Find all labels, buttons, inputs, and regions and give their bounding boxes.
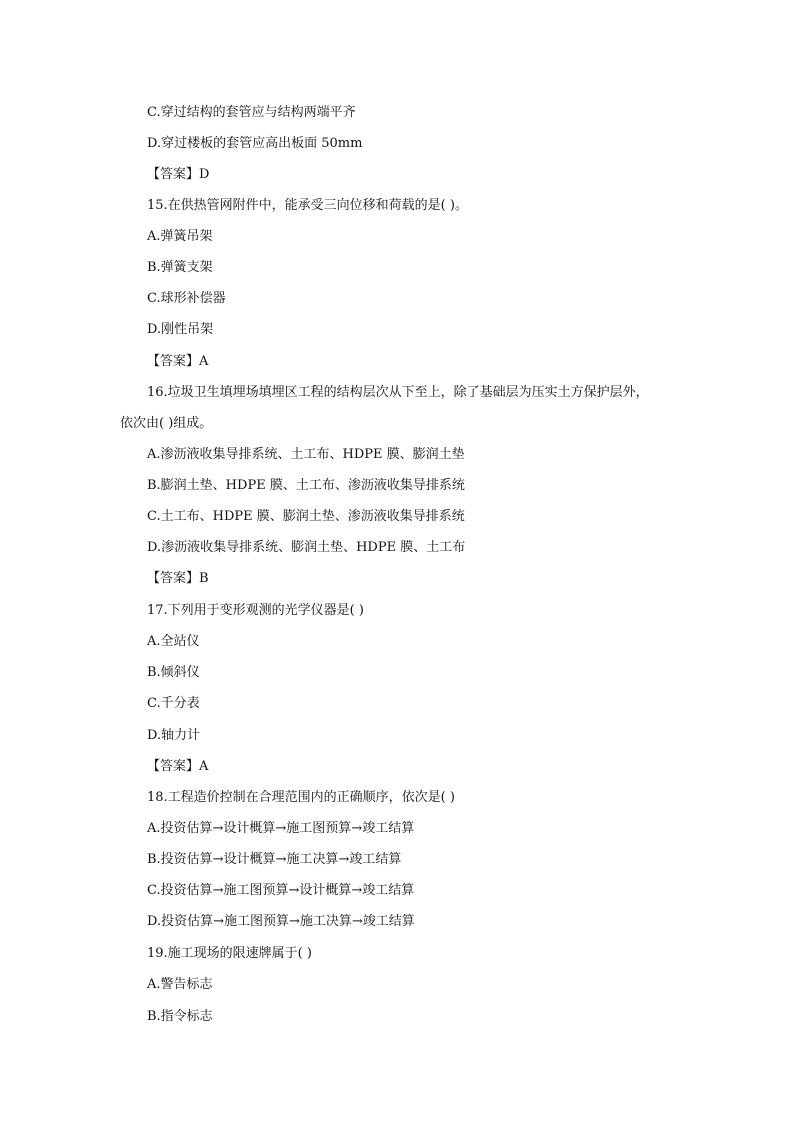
question-16: 16.垃圾卫生填埋场填埋区工程的结构层次从下至上，除了基础层为压实土方保护层外， <box>147 385 649 400</box>
answer-q14: 【答案】D <box>147 167 210 182</box>
question-15: 15.在供热管网附件中，能承受三向位移和荷载的是( )。 <box>147 198 468 213</box>
option-b-q19: B.指令标志 <box>147 1009 213 1024</box>
answer-q16: 【答案】B <box>147 571 209 586</box>
option-b-q18: B.投资估算→设计概算→施工决算→竣工结算 <box>147 852 402 867</box>
option-c-q18: C.投资估算→施工图预算→设计概算→竣工结算 <box>147 883 415 898</box>
option-c-q17: C.千分表 <box>147 696 200 711</box>
question-16-continued: 依次由( )组成。 <box>120 416 213 431</box>
option-a-q19: A.警告标志 <box>147 977 213 992</box>
option-c-q16: C.土工布、HDPE 膜、膨润土垫、渗沥液收集导排系统 <box>147 509 465 524</box>
option-d-q15: D.刚性吊架 <box>147 322 214 337</box>
question-18: 18.工程造价控制在合理范围内的正确顺序，依次是( ) <box>147 790 455 805</box>
question-17: 17.下列用于变形观测的光学仪器是( ) <box>147 603 364 618</box>
option-a-q17: A.全站仪 <box>147 634 200 649</box>
option-d-q18: D.投资估算→施工图预算→施工决算→竣工结算 <box>147 914 415 929</box>
answer-q17: 【答案】A <box>147 759 209 774</box>
option-d-q16: D.渗沥液收集导排系统、膨润土垫、HDPE 膜、土工布 <box>147 540 466 555</box>
option-d-q14: D.穿过楼板的套管应高出板面 50mm <box>147 136 363 151</box>
option-a-q16: A.渗沥液收集导排系统、土工布、HDPE 膜、膨润土垫 <box>147 447 465 462</box>
option-a-q18: A.投资估算→设计概算→施工图预算→竣工结算 <box>147 821 415 836</box>
question-19: 19.施工现场的限速牌属于( ) <box>147 946 312 961</box>
option-b-q16: B.膨润土垫、HDPE 膜、土工布、渗沥液收集导排系统 <box>147 478 465 493</box>
option-b-q17: B.倾斜仪 <box>147 665 200 680</box>
answer-q15: 【答案】A <box>147 354 209 369</box>
option-c-q15: C.球形补偿器 <box>147 291 226 306</box>
option-c-q14: C.穿过结构的套管应与结构两端平齐 <box>147 105 356 120</box>
option-b-q15: B.弹簧支架 <box>147 260 213 275</box>
option-d-q17: D.轴力计 <box>147 728 201 743</box>
option-a-q15: A.弹簧吊架 <box>147 229 213 244</box>
